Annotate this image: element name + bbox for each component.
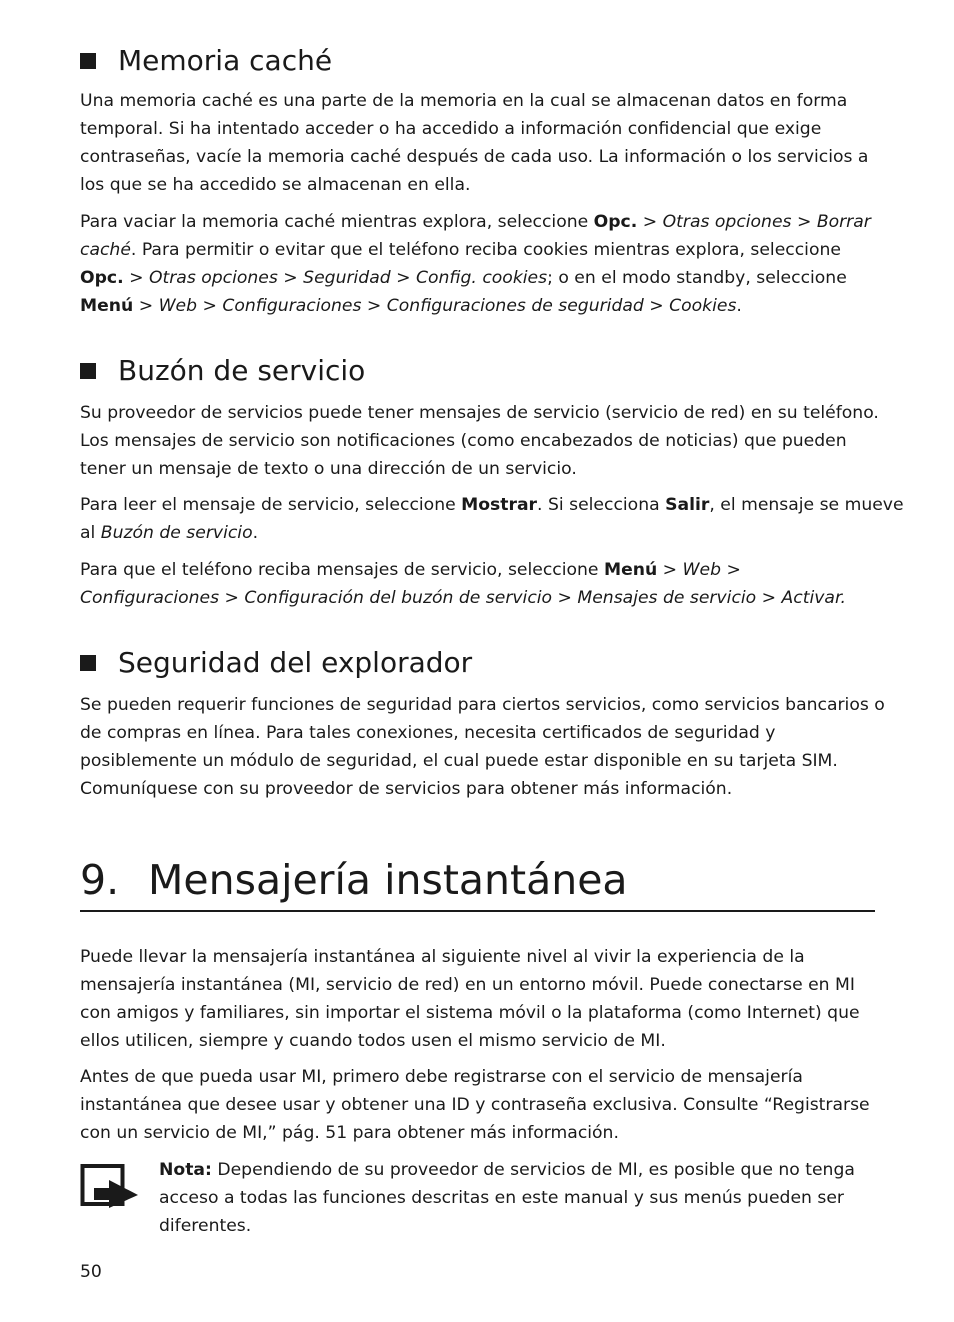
menu-path: Configuración del buzón de servicio (244, 588, 553, 608)
separator: > (637, 212, 663, 232)
section-title: Seguridad del explorador (118, 646, 473, 679)
text-line: Una memoria caché es una parte de la memoria en la cual se almacenan datos en forma (80, 91, 848, 111)
paragraph-im-intro (80, 943, 875, 1055)
text-line: de compras en línea. Para tales conexiones, necesita certificados de seguridad y (80, 723, 776, 743)
text-line (80, 556, 875, 584)
text-line: mensajería instantánea (MI, servicio de red) en un entorno móvil. Puede conectarse en MI (80, 975, 855, 995)
separator: > (123, 268, 149, 288)
separator: > (277, 268, 304, 288)
text-line (80, 584, 875, 612)
text: ; o en el modo standby, seleccione (547, 268, 847, 288)
text-line (80, 491, 904, 519)
text-line (159, 1156, 875, 1184)
text-line: instantánea que desee usar y obtener una ID y contraseña exclusiva. Consulte “Registrarse (80, 1095, 870, 1115)
separator: > (756, 588, 782, 608)
separator: > (133, 296, 159, 316)
text: Para leer el mensaje de servicio, seleccione (80, 495, 462, 515)
menu-path: Otras opciones (662, 212, 792, 232)
text: , el mensaje se mueve (709, 495, 904, 515)
paragraph-cache-instructions (80, 208, 875, 320)
menu-path: Mensajes de servicio (577, 588, 757, 608)
menu-path: Otras opciones (148, 268, 278, 288)
chapter-heading (80, 852, 628, 908)
text: Dependiendo de su proveedor de servicios de MI, es posible que no tenga (211, 1160, 855, 1180)
text: Para vaciar la memoria caché mientras explora, seleccione (80, 212, 594, 232)
text-line: posiblemente un módulo de seguridad, el cual puede estar disponible en su tarjeta SIM. (80, 751, 838, 771)
separator: > (643, 296, 670, 316)
paragraph-im-register (80, 1063, 875, 1147)
menu-path: Seguridad (303, 268, 391, 288)
text-line (80, 519, 875, 547)
menu-term: Menú (603, 560, 658, 580)
text-line: Su proveedor de servicios puede tener mensajes de servicio (servicio de red) en su teléfono. (80, 403, 879, 423)
text-line: diferentes. (159, 1216, 252, 1236)
text-line: temporal. Si ha intentado acceder o ha accedido a información confidencial que exige (80, 119, 822, 139)
paragraph-browser-security (80, 691, 885, 803)
separator: > (361, 296, 387, 316)
chapter-number: 9. (80, 856, 120, 904)
text-line: Antes de que pueda usar MI, primero debe registrarse con el servicio de mensajería (80, 1067, 803, 1087)
menu-path: Config. cookies (415, 268, 548, 288)
paragraph-service-settings (80, 556, 875, 612)
note-text (159, 1156, 875, 1240)
separator: > (657, 560, 683, 580)
text: al (80, 523, 101, 543)
text-line: Comuníquese con su proveedor de servicios para obtener más información. (80, 779, 733, 799)
note-icon (80, 1162, 140, 1208)
text: . Para permitir o evitar que el teléfono reciba cookies mientras explora, seleccione (130, 240, 841, 260)
text-line (80, 264, 875, 292)
separator: > (552, 588, 578, 608)
menu-path: Activar (781, 588, 841, 608)
section-title: Memoria caché (118, 44, 333, 77)
menu-path: Cookies (669, 296, 737, 316)
text: . (252, 523, 259, 543)
text-line: con un servicio de MI,” pág. 51 para obtener más información. (80, 1123, 619, 1143)
bullet-square-icon (80, 363, 96, 379)
section-heading-browser-security (80, 646, 472, 680)
separator: > (390, 268, 416, 288)
menu-path: Buzón de servicio (100, 523, 253, 543)
text-line (80, 208, 875, 236)
text-line (80, 292, 875, 320)
section-title: Buzón de servicio (118, 354, 366, 387)
text-line: con amigos y familiares, sin importar el sistema móvil o la plataforma (como Internet) que (80, 1003, 860, 1023)
section-heading-service-inbox (80, 354, 365, 388)
text-line: acceso a todas las funciones descritas en este manual y sus menús pueden ser (159, 1188, 844, 1208)
menu-path: Web (682, 560, 722, 580)
chapter-rule (80, 910, 875, 912)
text: . Si selecciona (537, 495, 666, 515)
paragraph-service-read (80, 491, 904, 547)
section-heading-cache (80, 44, 332, 78)
paragraph-cache-intro (80, 87, 875, 199)
separator: > (197, 296, 223, 316)
menu-path: caché (80, 240, 131, 260)
page-number: 50 (80, 1262, 102, 1282)
note-label: Nota: (159, 1160, 212, 1180)
bullet-square-icon (80, 655, 96, 671)
text: . (840, 588, 846, 608)
text-line: tener un mensaje de texto o una dirección de un servicio. (80, 459, 577, 479)
text-line (80, 236, 875, 264)
menu-path: Configuraciones de seguridad (386, 296, 644, 316)
text-line: contraseñas, vacíe la memoria caché después de cada uso. La información o los servicios a (80, 147, 869, 167)
separator: > (791, 212, 817, 232)
menu-path: Configuraciones (222, 296, 362, 316)
paragraph-service-intro (80, 399, 879, 483)
separator: > (721, 560, 741, 580)
bullet-square-icon (80, 53, 96, 69)
text-line: Puede llevar la mensajería instantánea al siguiente nivel al vivir la experiencia de la (80, 947, 805, 967)
separator: > (219, 588, 245, 608)
menu-term: Mostrar (461, 495, 538, 515)
text-line: los que se ha accedido se almacenan en ella. (80, 175, 471, 195)
menu-term: Salir (665, 495, 710, 515)
chapter-title: Mensajería instantánea (148, 856, 628, 904)
text-line: ellos utilicen, siempre y cuando todos usen el mismo servicio de MI. (80, 1031, 666, 1051)
text: Para que el teléfono reciba mensajes de servicio, seleccione (80, 560, 604, 580)
menu-term: Opc. (593, 212, 638, 232)
text-line: Se pueden requerir funciones de seguridad para ciertos servicios, como servicios bancarios o (80, 695, 885, 715)
menu-term: Menú (80, 296, 134, 316)
text: . (736, 296, 742, 316)
menu-path: Borrar (816, 212, 871, 232)
menu-term: Opc. (80, 268, 124, 288)
text-line: Los mensajes de servicio son notificaciones (como encabezados de noticias) que pueden (80, 431, 847, 451)
menu-path: Configuraciones (80, 588, 220, 608)
menu-path: Web (158, 296, 198, 316)
